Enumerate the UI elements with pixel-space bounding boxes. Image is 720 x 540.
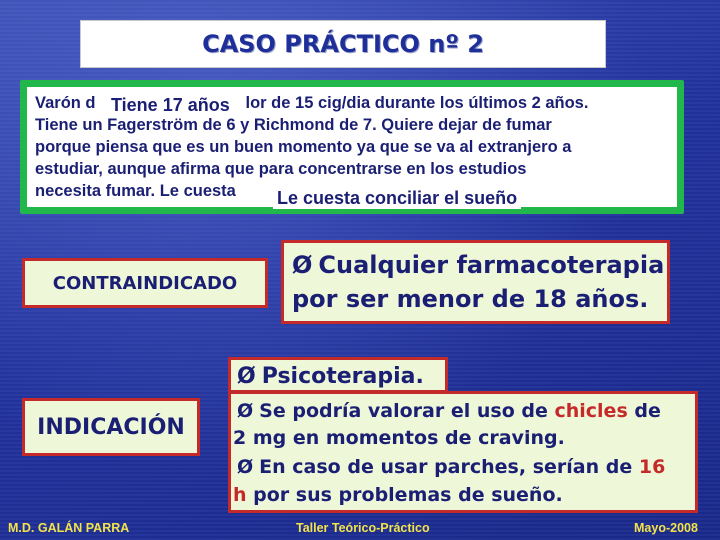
indication-box xyxy=(228,391,698,513)
age-callout: Tiene 17 años xyxy=(107,95,234,116)
contraindication-text-1: Cualquier farmacoterapia xyxy=(318,251,665,279)
hours-highlight: 16 xyxy=(638,456,666,478)
footer-date: Mayo-2008 xyxy=(634,521,698,535)
case-line-4: estudiar, aunque afirma que para concentrarse en los estudios xyxy=(35,160,527,178)
case-line-2: Tiene un Fagerström de 6 y Richmond de 7. Quiere dejar de fumar xyxy=(35,116,552,134)
case-line-5: necesita fumar. Le cuesta xyxy=(35,182,236,200)
indication-line-3-text: En caso de usar parches, serían de xyxy=(259,456,639,478)
h-highlight: h xyxy=(233,484,247,506)
arrow-bullet-icon: Ø xyxy=(292,251,313,279)
indication-label-box xyxy=(22,398,200,456)
footer-author: M.D. GALÁN PARRA xyxy=(8,521,130,535)
case-line-3: porque piensa que es un buen momento ya que se va al extranjero a xyxy=(35,138,572,156)
case-line-1-end: lor de 15 cig/dia durante los últimos 2 años. xyxy=(245,94,589,112)
indication-line-1-text: Se podría valorar el uso de xyxy=(259,400,555,422)
footer-event: Taller Teórico-Práctico xyxy=(296,521,430,535)
contraindication-box xyxy=(281,240,670,324)
slide-title: CASO PRÁCTICO nº 2 xyxy=(202,30,484,58)
sleep-callout: Le cuesta conciliar el sueño xyxy=(273,188,521,209)
arrow-bullet-icon: Ø xyxy=(237,364,256,389)
indication-line-3 xyxy=(237,456,665,478)
case-line-1-start: Varón d xyxy=(35,94,96,112)
psychotherapy-line xyxy=(237,364,424,389)
arrow-bullet-icon: Ø xyxy=(237,456,254,478)
contraindicated-label-box xyxy=(22,258,268,308)
indication-line-1-end: de xyxy=(627,400,661,422)
contraindicated-label: CONTRAINDICADO xyxy=(52,272,238,294)
indication-line-2: 2 mg en momentos de craving. xyxy=(233,427,565,449)
psychotherapy-text: Psicoterapia. xyxy=(261,364,424,389)
slide-title-box xyxy=(80,20,606,68)
indication-line-4-text: por sus problemas de sueño. xyxy=(246,484,563,506)
chicles-highlight: chicles xyxy=(554,400,628,422)
case-description-box xyxy=(20,80,684,214)
indication-line-1 xyxy=(237,400,661,422)
psychotherapy-box xyxy=(228,357,448,393)
indication-label: INDICACIÓN xyxy=(37,414,185,440)
arrow-bullet-icon: Ø xyxy=(237,400,254,422)
contraindication-line-1 xyxy=(292,251,664,279)
indication-line-4 xyxy=(233,484,563,506)
contraindication-line-2: por ser menor de 18 años. xyxy=(292,285,649,313)
